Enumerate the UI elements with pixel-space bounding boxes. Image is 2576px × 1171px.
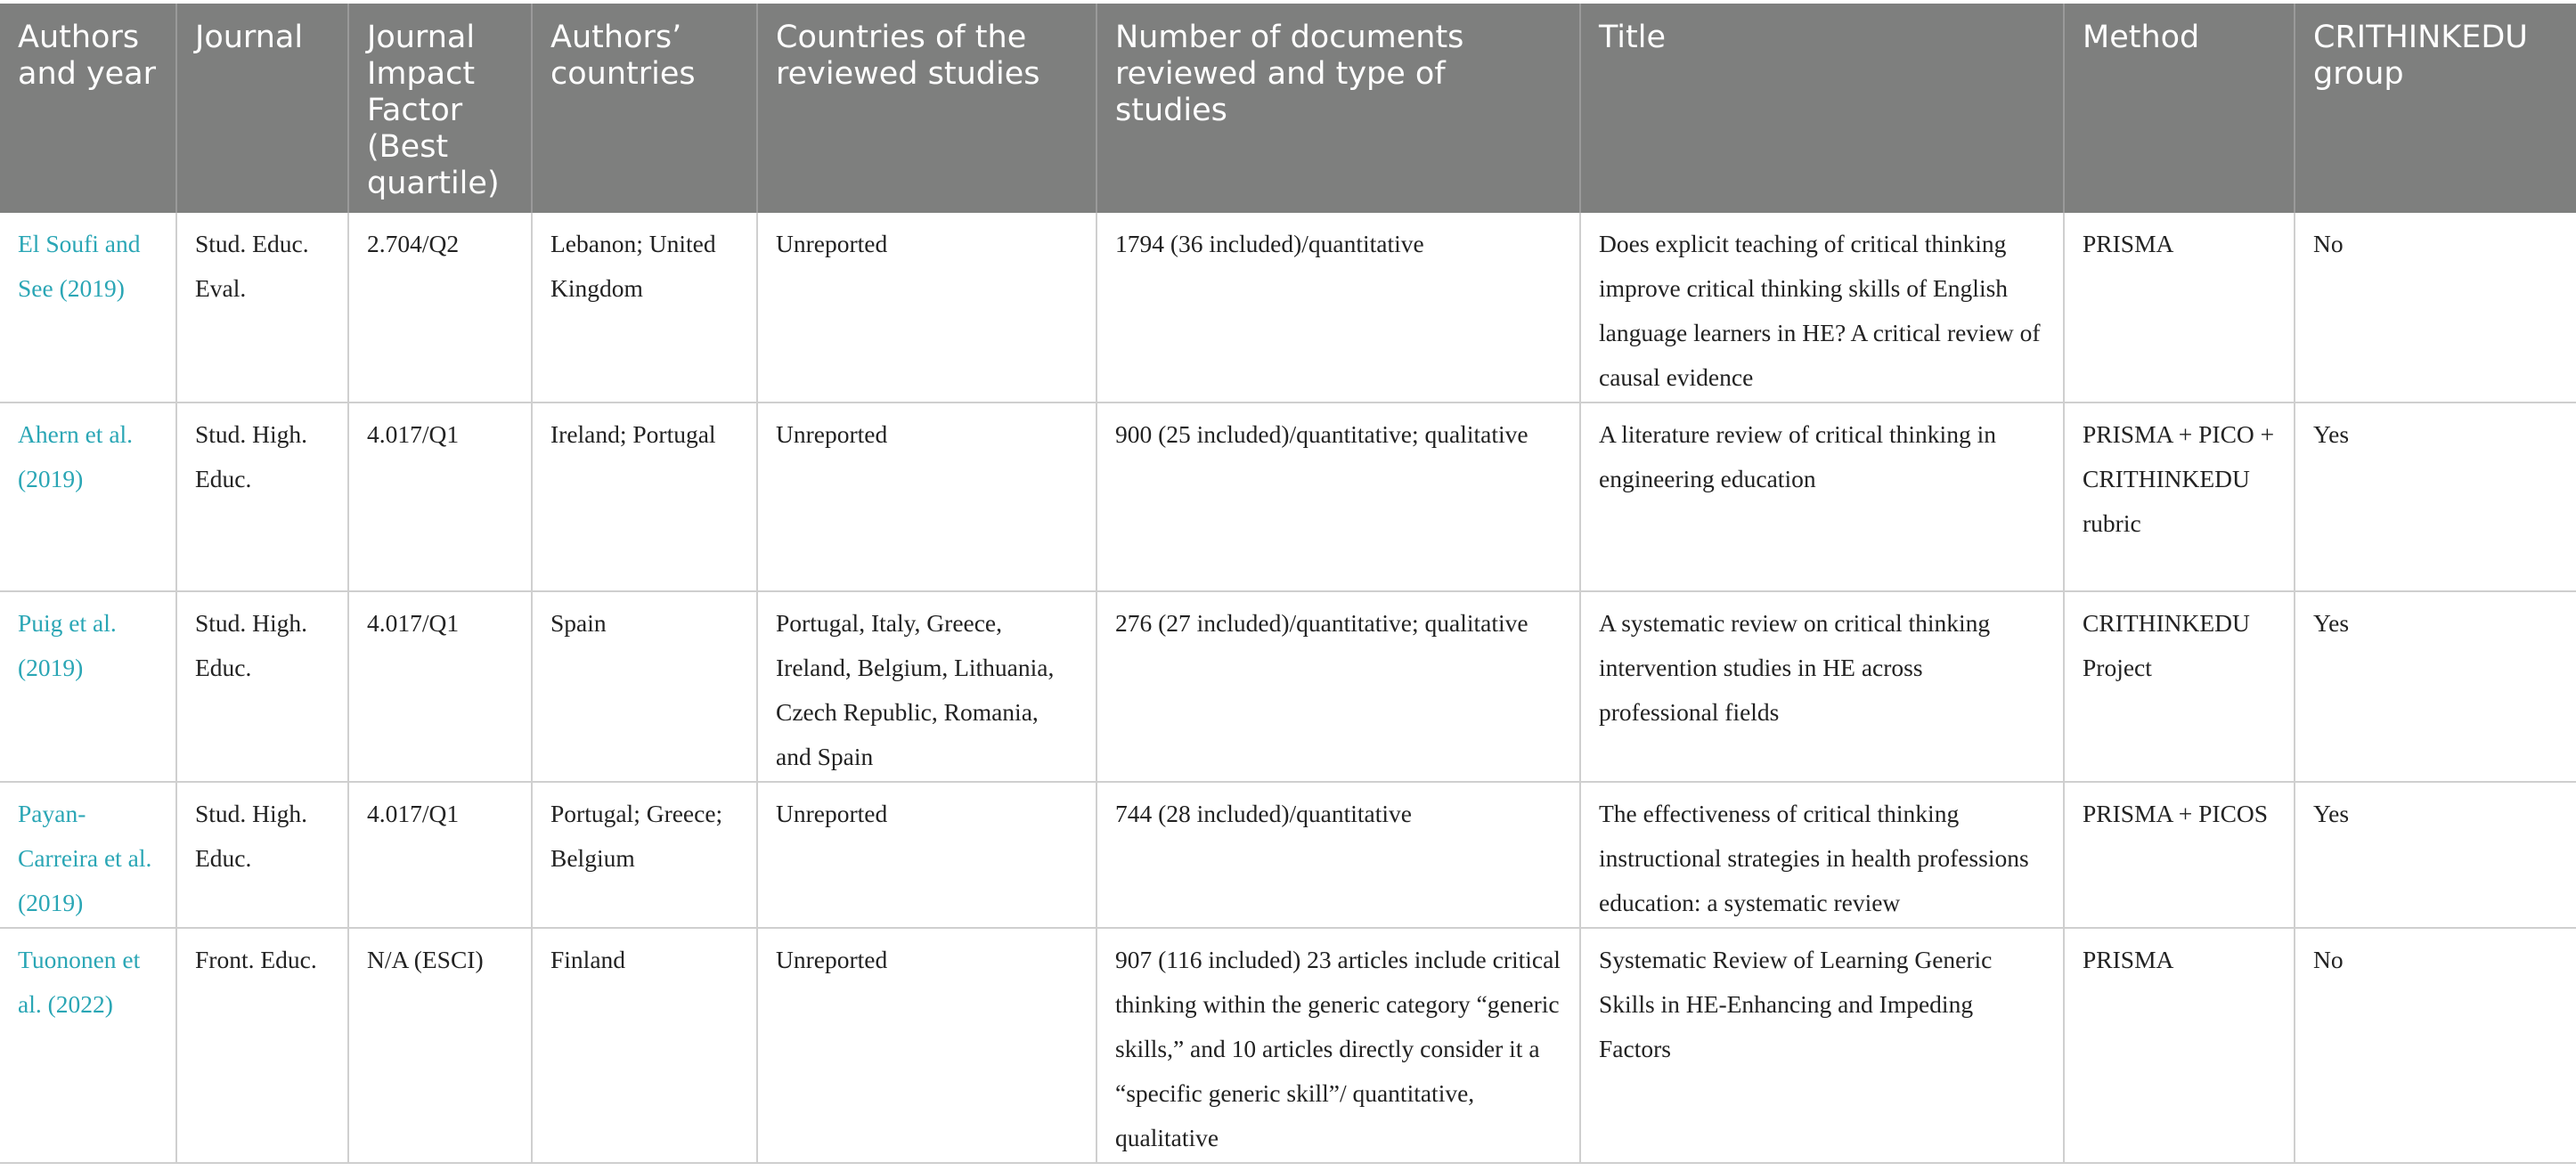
header-documents: Number of documents reviewed and type of studies xyxy=(1096,2,1580,213)
table-row xyxy=(0,782,2576,928)
header-crithinkedu-group: CRITHINKEDU group xyxy=(2295,2,2576,213)
author-countries-cell: Ireland; Portugal xyxy=(532,403,757,591)
documents-cell: 276 (27 included)/quantitative; qualitative xyxy=(1096,591,1580,782)
author-link[interactable]: Puig et al. (2019) xyxy=(0,591,176,782)
documents-cell: 900 (25 included)/quantitative; qualitative xyxy=(1096,403,1580,591)
table-row xyxy=(0,591,2576,782)
header-title: Title xyxy=(1580,2,2064,213)
header-authors-countries: Authors’ countries xyxy=(532,2,757,213)
method-cell: PRISMA xyxy=(2064,213,2295,403)
journal-cell: Front. Educ. xyxy=(176,928,348,1163)
header-authors-year: Authors and year xyxy=(0,2,176,213)
table-row xyxy=(0,928,2576,1163)
impact-cell: 4.017/Q1 xyxy=(348,591,532,782)
header-method: Method xyxy=(2064,2,2295,213)
method-cell: PRISMA + PICO + CRITHINKEDU rubric xyxy=(2064,403,2295,591)
study-countries-cell: Unreported xyxy=(757,403,1096,591)
study-countries-cell: Unreported xyxy=(757,782,1096,928)
study-countries-cell: Unreported xyxy=(757,928,1096,1163)
header-reviewed-countries: Countries of the reviewed studies xyxy=(757,2,1096,213)
header-row xyxy=(0,2,2576,213)
impact-cell: 4.017/Q1 xyxy=(348,782,532,928)
group-cell: Yes xyxy=(2295,591,2576,782)
author-countries-cell: Spain xyxy=(532,591,757,782)
journal-cell: Stud. High. Educ. xyxy=(176,782,348,928)
header-journal: Journal xyxy=(176,2,348,213)
title-cell: Systematic Review of Learning Generic Skills in HE-Enhancing and Impeding Factors xyxy=(1580,928,2064,1163)
study-countries-cell: Unreported xyxy=(757,213,1096,403)
journal-cell: Stud. High. Educ. xyxy=(176,591,348,782)
table-row xyxy=(0,213,2576,403)
documents-cell: 907 (116 included) 23 articles include critical thinking within the generic category “generic skills,” and 10 articles directly consider it a “specific generic skill”/ quantitative, qualitative xyxy=(1096,928,1580,1163)
method-cell: PRISMA + PICOS xyxy=(2064,782,2295,928)
study-countries-cell: Portugal, Italy, Greece, Ireland, Belgium, Lithuania, Czech Republic, Romania, and Spain xyxy=(757,591,1096,782)
header-impact-factor: Journal Impact Factor (Best quartile) xyxy=(348,2,532,213)
journal-cell: Stud. Educ. Eval. xyxy=(176,213,348,403)
title-cell: Does explicit teaching of critical thinking improve critical thinking skills of English language learners in HE? A critical review of causal evidence xyxy=(1580,213,2064,403)
title-cell: A literature review of critical thinking in engineering education xyxy=(1580,403,2064,591)
title-cell: A systematic review on critical thinking intervention studies in HE across professional fields xyxy=(1580,591,2064,782)
impact-cell: 2.704/Q2 xyxy=(348,213,532,403)
documents-cell: 744 (28 included)/quantitative xyxy=(1096,782,1580,928)
group-cell: No xyxy=(2295,213,2576,403)
title-cell: The effectiveness of critical thinking instructional strategies in health professions education: a systematic review xyxy=(1580,782,2064,928)
group-cell: No xyxy=(2295,928,2576,1163)
journal-cell: Stud. High. Educ. xyxy=(176,403,348,591)
method-cell: CRITHINKEDU Project xyxy=(2064,591,2295,782)
author-countries-cell: Lebanon; United Kingdom xyxy=(532,213,757,403)
group-cell: Yes xyxy=(2295,403,2576,591)
impact-cell: 4.017/Q1 xyxy=(348,403,532,591)
impact-cell: N/A (ESCI) xyxy=(348,928,532,1163)
author-link[interactable]: Payan-Carreira et al. (2019) xyxy=(0,782,176,928)
author-link[interactable]: Ahern et al. (2019) xyxy=(0,403,176,591)
author-countries-cell: Finland xyxy=(532,928,757,1163)
method-cell: PRISMA xyxy=(2064,928,2295,1163)
table-row xyxy=(0,403,2576,591)
author-countries-cell: Portugal; Greece; Belgium xyxy=(532,782,757,928)
group-cell: Yes xyxy=(2295,782,2576,928)
author-link[interactable]: Tuononen et al. (2022) xyxy=(0,928,176,1163)
documents-cell: 1794 (36 included)/quantitative xyxy=(1096,213,1580,403)
author-link[interactable]: El Soufi and See (2019) xyxy=(0,213,176,403)
